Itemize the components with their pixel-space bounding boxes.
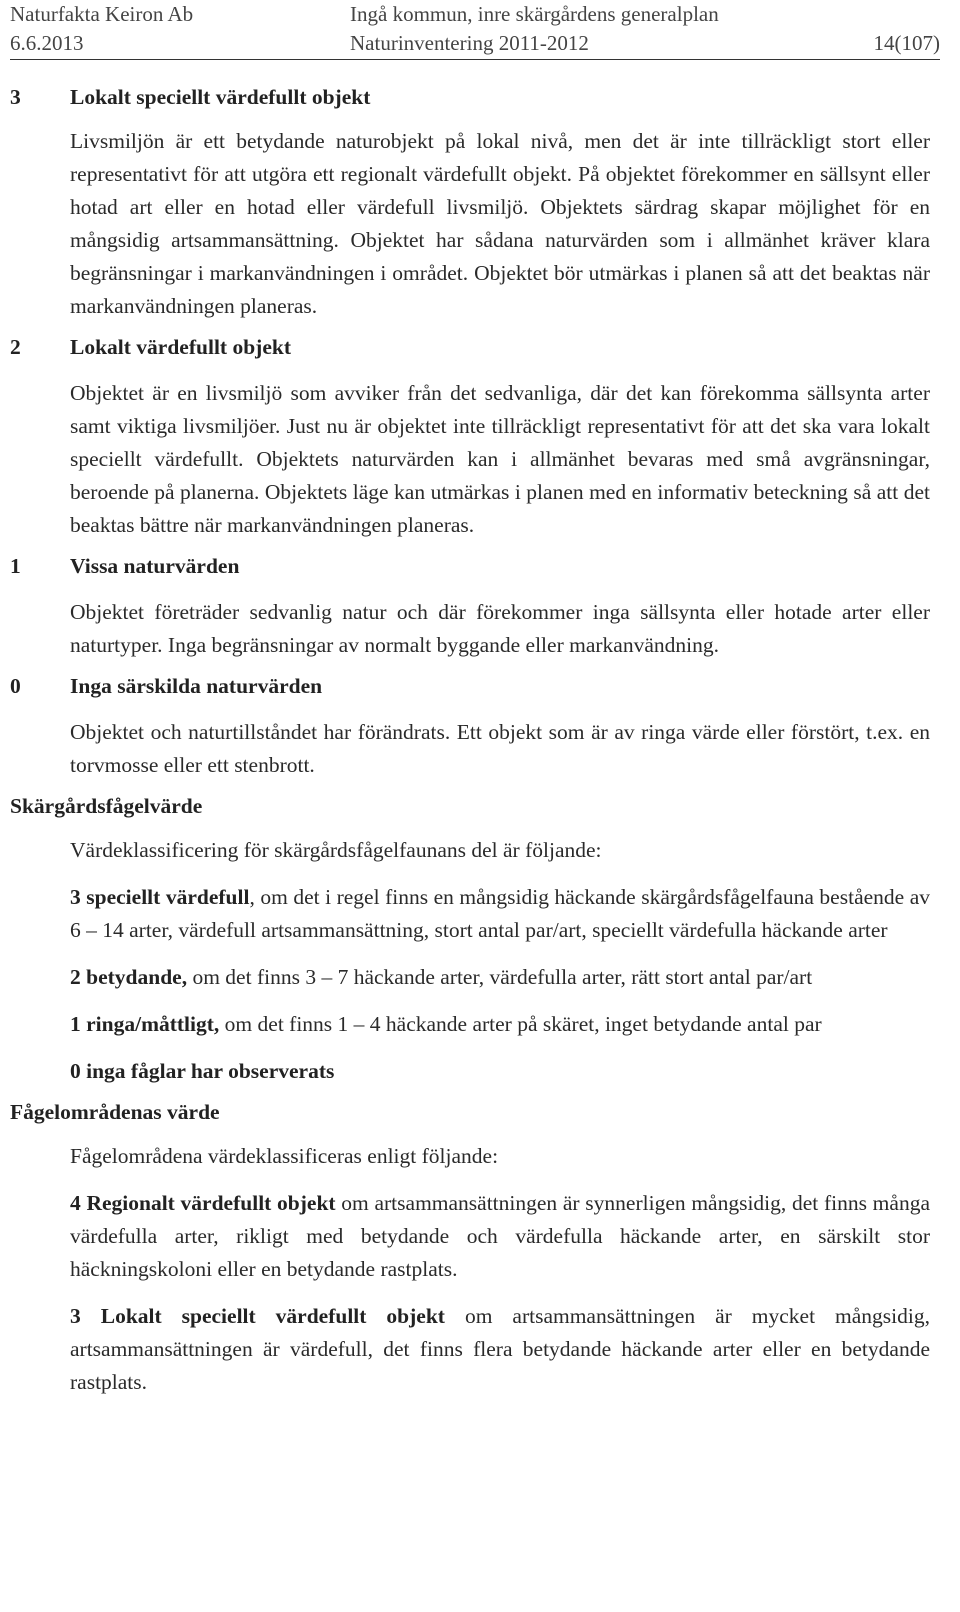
document-body	[10, 75, 930, 1399]
bird-area-heading: Fågelområdenas värde	[10, 1100, 220, 1124]
header-company: Naturfakta Keiron Ab	[10, 2, 194, 26]
bird-value-heading: Skärgårdsfågelvärde	[10, 794, 203, 818]
bird-value-item-1-label: 1 ringa/måttligt,	[70, 1012, 220, 1036]
bird-area-item-3-text: om artsammansättningen är mycket mångsidig, artsammansättningen är värdefull, det finns flera betydande häckande arter eller en betydande rastplats.	[70, 1304, 930, 1394]
bird-value-item-1-text: om det finns 1 – 4 häckande arter på skäret, inget betydande antal par	[219, 1012, 822, 1036]
bird-value-item-3-text: , om det i regel finns en mångsidig häckande skärgårdsfågelfauna bestående av 6 – 14 arter, värdefull artsammansättning, stort antal par/art, speciellt värdefulla häckande arter	[70, 885, 931, 942]
bird-area-intro: Fågelområdena värdeklassificeras enligt följande:	[70, 1144, 499, 1168]
bird-value-item-1	[10, 1008, 930, 1041]
header-row-2	[10, 29, 940, 58]
class-0-title: Inga särskilda naturvärden	[70, 674, 323, 698]
class-2-title: Lokalt värdefullt objekt	[70, 335, 291, 359]
class-3-number: 3	[10, 85, 21, 109]
class-1-number: 1	[10, 554, 21, 578]
bird-value-item-3-label: 3 speciellt värdefull	[70, 885, 250, 909]
class-3-title: Lokalt speciellt värdefullt objekt	[70, 85, 371, 109]
header-subtitle: Naturinventering 2011-2012	[350, 31, 589, 55]
header-title: Ingå kommun, inre skärgårdens generalplan	[350, 2, 719, 26]
bird-value-item-3	[10, 881, 930, 947]
class-2-heading	[10, 333, 930, 361]
class-0-description: Objektet och naturtillståndet har förändrats. Ett objekt som är av ringa värde eller förstört, t.ex. en torvmosse eller ett stenbrott.	[70, 720, 930, 777]
bird-value-item-2	[10, 961, 930, 994]
bird-value-item-0-label: 0 inga fåglar har observerats	[70, 1059, 335, 1083]
bird-value-item-2-text: om det finns 3 – 7 häckande arter, värdefulla arter, rätt stort antal par/art	[187, 965, 813, 989]
class-2-description: Objektet är en livsmiljö som avviker från det sedvanliga, där det kan förekomma sällsynta arter samt viktiga livsmiljöer. Just nu är objektet inte tillräckligt representativt för att det ska vara lokalt speciellt värdefullt. Objektets naturvärden kan i allmänhet bevaras med små avgränsningar, beroende på planerna. Objektets läge kan utmärkas i planen med en informativ beteckning så att det beaktas bättre när markanvändningen planeras.	[70, 381, 930, 537]
bird-area-item-4	[10, 1187, 930, 1286]
class-3-description: Livsmiljön är ett betydande naturobjekt på lokal nivå, men det är inte tillräckligt stort eller representativt för att utgöra ett regionalt värdefullt objekt. På objektet förekommer en sällsynt eller hotad art eller en hotad eller värdefull livsmiljö. Objektets särdrag skapar möjlighet för en mångsidig artsammansättning. Objektet har sådana naturvärden som i allmänhet kräver klara begränsningar i markanvändningen i området. Objektet bör utmärkas i planen så att det beaktas när markanvändningen planeras.	[70, 129, 930, 318]
class-1-title: Vissa naturvärden	[70, 554, 240, 578]
class-0-heading	[10, 672, 930, 700]
class-0-number: 0	[10, 674, 21, 698]
bird-value-item-2-label: 2 betydande,	[70, 965, 188, 989]
header-date: 6.6.2013	[10, 31, 84, 55]
class-3-heading	[10, 83, 930, 111]
class-1-description: Objektet företräder sedvanlig natur och där förekommer inga sällsynta eller hotade arter eller naturtyper. Inga begränsningar av normalt byggande eller markanvändning.	[70, 600, 930, 657]
header-page-number: 14(107)	[873, 31, 940, 55]
class-1-heading	[10, 552, 930, 580]
bird-area-item-3	[10, 1300, 930, 1399]
bird-area-item-3-label: 3 Lokalt speciellt värdefullt objekt	[70, 1304, 445, 1328]
header-row-1	[10, 0, 940, 29]
bird-area-item-4-text: om artsammansättningen är synnerligen mångsidig, det finns många värdefulla arter, rikligt med betydande och värdefulla häckande arter, en särskilt stor häckningskoloni eller en betydande rastplats.	[70, 1191, 930, 1281]
bird-area-item-4-label: 4 Regionalt värdefullt objekt	[70, 1191, 336, 1215]
bird-value-intro: Värdeklassificering för skärgårdsfågelfaunans del är följande:	[70, 838, 602, 862]
class-2-number: 2	[10, 335, 21, 359]
bird-value-item-0	[10, 1055, 930, 1088]
header-divider	[10, 59, 940, 60]
page-header	[10, 0, 940, 58]
